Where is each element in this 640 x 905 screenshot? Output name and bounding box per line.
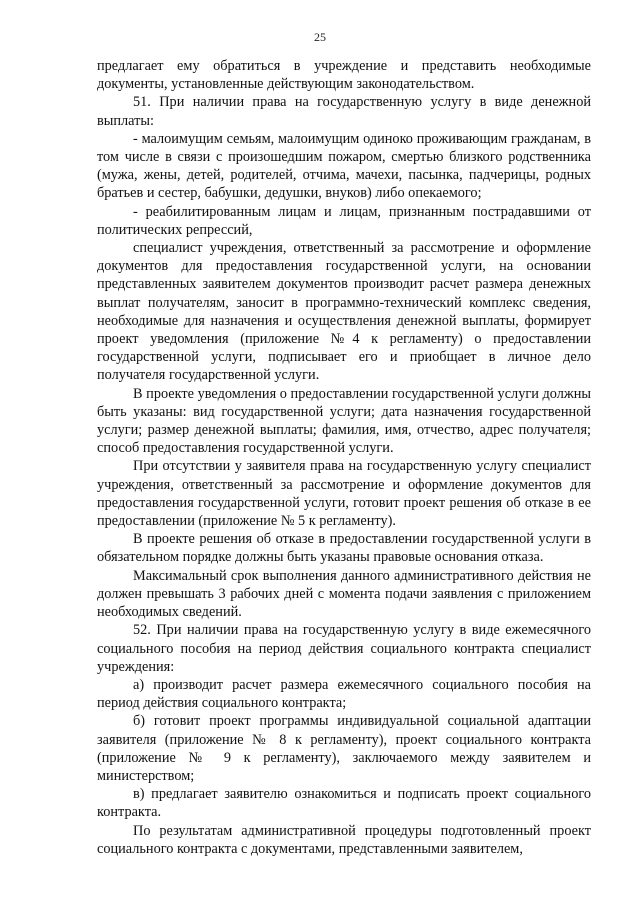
paragraph-specialist: специалист учреждения, ответственный за рассмотрение и оформление документов для предоставления государственной услуги, на основании представленных заявителем документов производит расчет размера денежных выплат получателям, заносит в программно-технический комплекс сведения, необходимые для назначения и осуществления денежной выплаты, формирует проект уведомления (приложение №4 к регламенту) о предоставлении государственной услуги, подписывает его и приобщает в личное дело получателя государственной услуги. [97,240,591,384]
page-number: 25 [314,30,326,44]
paragraph-52: 52. При наличии права на государственную услугу в виде ежемесячного социального пособия на период действия социального контракта специалист учреждения: [97,622,591,675]
paragraph-results: По результатам административной процедуры подготовленный проект социального контракта с документами, представленными заявителем, [97,822,591,857]
list-item-b: б) готовит проект программы индивидуальной социальной адаптации заявителя (приложение № 8 к регламенту), проект социального контракта (приложение № 9 к регламенту), заключаемого между заявителем и министерством; [97,713,591,784]
list-item-low-income: - малоимущим семьям, малоимущим одиноко проживающим гражданам, в том числе в связи с произошедшим пожаром, смертью близкого родственника (мужа, жены, детей, родителей, отчима, мачехи, пасынка, падчерицы, родных братьев и сестер, бабушки, дедушки, внуков) либо опекаемого; [97,130,591,202]
paragraph-51: 51. При наличии права на государственную услугу в виде денежной выплаты: [97,94,591,129]
paragraph-no-right: При отсутствии у заявителя права на государственную услугу специалист учреждения, ответственный за рассмотрение и оформление документов для предоставления государственной услуги, готовит проект решения об отказе в ее предоставлении (приложение № 5 к регламенту). [97,458,591,530]
paragraph-refusal-grounds: В проекте решения об отказе в предоставлении государственной услуги в обязательном порядке должны быть указаны правовые основания отказа. [97,531,591,566]
list-item-rehabilitated: - реабилитированным лицам и лицам, признанным пострадавшими от политических репрессий, [97,203,591,238]
list-item-a: а) производит расчет размера ежемесячного социального пособия на период действия социального контракта; [97,676,591,712]
paragraph-notification-contents: В проекте уведомления о предоставлении государственной услуги должны быть указаны: вид государственной услуги; дата назначения государственной услуги; размер денежной выплаты; фамилия, имя, отчество, адрес получателя; способ предоставления государственной услуги. [97,385,591,457]
document-body [97,57,591,858]
paragraph-continuation: предлагает ему обратиться в учреждение и представить необходимые документы, установленные действующим законодательством. [97,58,591,93]
paragraph-max-term: Максимальный срок выполнения данного административного действия не должен превышать 3 рабочих дней с момента подачи заявления с приложением необходимых сведений. [97,567,591,621]
list-item-v: в) предлагает заявителю ознакомиться и подписать проект социального контракта. [97,786,591,821]
